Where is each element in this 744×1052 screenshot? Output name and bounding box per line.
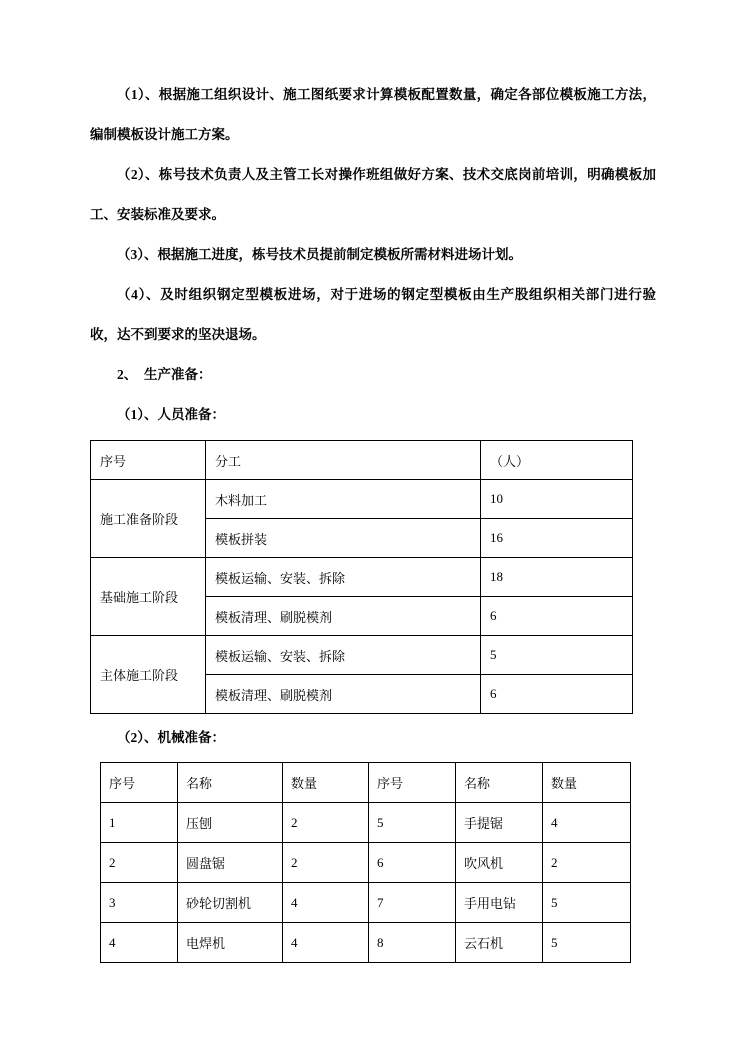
table-row xyxy=(91,636,633,675)
table-row xyxy=(91,480,633,519)
table-cell: 7 xyxy=(369,883,456,923)
table-cell: 木料加工 xyxy=(206,480,481,519)
paragraph-3: （3）、根据施工进度，栋号技术员提前制定模板所需材料进场计划。 xyxy=(117,247,522,262)
table-cell: 模板运输、安装、拆除 xyxy=(206,636,481,675)
table-row xyxy=(101,803,631,843)
stage-cell: 施工准备阶段 xyxy=(91,480,206,558)
table-cell: 圆盘锯 xyxy=(178,843,283,883)
table-cell: 模板清理、刷脱模剂 xyxy=(206,597,481,636)
table-cell: 10 xyxy=(481,480,633,519)
table-row xyxy=(101,883,631,923)
table-cell: 压刨 xyxy=(178,803,283,843)
table-cell: 吹风机 xyxy=(456,843,543,883)
table-cell: 4 xyxy=(101,923,178,963)
table-cell: 手提锯 xyxy=(456,803,543,843)
table-header-row xyxy=(91,441,633,480)
machinery-table xyxy=(100,762,631,963)
table-header-cell: 数量 xyxy=(283,763,369,803)
table-header-cell: （人） xyxy=(481,441,633,480)
table-cell: 模板清理、刷脱模剂 xyxy=(206,675,481,714)
paragraph-2: （2）、栋号技术负责人及主管工长对操作班组做好方案、技术交底岗前培训，明确模板加工、安装标准及要求。 xyxy=(90,167,656,222)
paragraph-4: （4）、及时组织钢定型模板进场，对于进场的钢定型模板由生产股组织相关部门进行验收，达不到要求的坚决退场。 xyxy=(90,287,656,342)
document-content xyxy=(90,75,656,963)
table-header-cell: 序号 xyxy=(369,763,456,803)
table-header-cell: 名称 xyxy=(456,763,543,803)
table-cell: 5 xyxy=(369,803,456,843)
stage-cell: 主体施工阶段 xyxy=(91,636,206,714)
table-row xyxy=(101,923,631,963)
table-cell: 8 xyxy=(369,923,456,963)
subheading-machinery-preparation: （2）、机械准备： xyxy=(117,730,225,745)
table-row xyxy=(91,558,633,597)
section-heading-production-preparation: 2、 生产准备： xyxy=(117,367,212,382)
table-cell: 4 xyxy=(283,923,369,963)
table-header-row xyxy=(101,763,631,803)
table-cell: 4 xyxy=(283,883,369,923)
paragraph-1: （1）、根据施工组织设计、施工图纸要求计算模板配置数量，确定各部位模板施工方法，编制模板设计施工方案。 xyxy=(90,87,656,142)
table-cell: 4 xyxy=(543,803,631,843)
table-header-cell: 分工 xyxy=(206,441,481,480)
table-header-cell: 名称 xyxy=(178,763,283,803)
table-cell: 18 xyxy=(481,558,633,597)
subheading-personnel-preparation: （1）、人员准备： xyxy=(117,407,225,422)
table-cell: 云石机 xyxy=(456,923,543,963)
table-row xyxy=(101,843,631,883)
table-cell: 3 xyxy=(101,883,178,923)
table-cell: 6 xyxy=(481,675,633,714)
stage-cell: 基础施工阶段 xyxy=(91,558,206,636)
table-cell: 6 xyxy=(369,843,456,883)
table-cell: 5 xyxy=(481,636,633,675)
table-cell: 2 xyxy=(543,843,631,883)
table-cell: 2 xyxy=(283,843,369,883)
table-cell: 1 xyxy=(101,803,178,843)
table-cell: 5 xyxy=(543,883,631,923)
table-header-cell: 数量 xyxy=(543,763,631,803)
table-header-cell: 序号 xyxy=(91,441,206,480)
table-cell: 16 xyxy=(481,519,633,558)
personnel-table xyxy=(90,440,633,714)
table-cell: 2 xyxy=(101,843,178,883)
table-header-cell: 序号 xyxy=(101,763,178,803)
table-cell: 模板运输、安装、拆除 xyxy=(206,558,481,597)
table-cell: 5 xyxy=(543,923,631,963)
table-cell: 模板拼装 xyxy=(206,519,481,558)
table-cell: 砂轮切割机 xyxy=(178,883,283,923)
table-cell: 6 xyxy=(481,597,633,636)
table-cell: 手用电钻 xyxy=(456,883,543,923)
table-cell: 电焊机 xyxy=(178,923,283,963)
table-cell: 2 xyxy=(283,803,369,843)
